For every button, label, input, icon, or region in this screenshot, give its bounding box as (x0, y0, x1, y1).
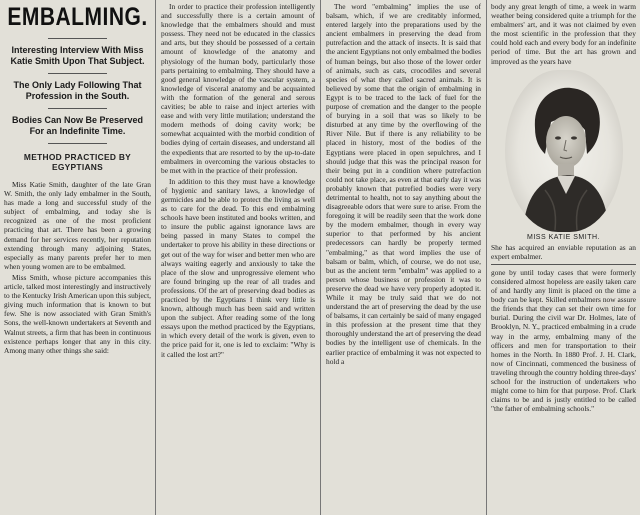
paragraph: In addition to this they must have a knowledge of hygienic and sanitary laws, a knowledge of germicides and be able to protect the living as well as to care for the dead. To this end embalming schools have been instituted and books written, and to insure the public against ignorance laws are being passed in many States to compel the undertaker to prove his ability in these directions or get out of the way for wiser and better men who are always waiting eagerly and anxiously to take the place of the slow and unprogressive element who are found bringing up the rear of all trades and professions. Of the art of preserving dead bodies as practiced by the Egyptians I think very little is known, although much has been said and written upon the subject. After reading some of the long essays upon the method practiced by the Egyptians, in which every detail of the work is given, even to the price paid for it, one is led to exclaim: "Why is it called the lost art?" (161, 176, 315, 359)
deck-2: The Only Lady Following That Profession in the South. (13, 80, 142, 101)
paragraph: body any great length of time, a week in warm weather being considered quite a triumph for the embalmers' art, and it was not claimed by even the most scientific in the profession that they could hold each and every body for an indefinite period of time. But the art has grown and improved as the years have (491, 2, 636, 66)
separator (48, 38, 107, 39)
deck-3: Bodies Can Now Be Preserved For an Indefinite Time. (11, 115, 144, 136)
portrait-image (505, 70, 623, 232)
subhead: METHOD PRACTICED BY EGYPTIANS (23, 152, 132, 172)
portrait-caption: MISS KATIE SMITH. (527, 233, 600, 241)
portrait-icon (505, 70, 623, 232)
column-1 (0, 0, 155, 515)
separator (48, 73, 107, 74)
column-3 (322, 0, 485, 515)
deck-1: Interesting Interview With Miss Katie Smith Upon That Subject. (10, 45, 145, 66)
column-rule (155, 0, 156, 515)
separator (48, 143, 107, 144)
column-rule (320, 0, 321, 515)
paragraph: In order to practice their profession intelligently and successfully there is a certain amount of knowledge that the embalmers should and must possess. They need not be educated in the classics and arts, but they should be possessed of a certain amount of knowledge of the anatomy and physiology of the human body, particularly those parts pertaining to embalming. They should have a good general knowledge of the vascular system, a knowledge of visceral anatomy and be acquainted with the formation of the general and serous cavities; be able to raise and inject arteries with ease and with very little mutilation; understand the modern methods of doing cavity work; be somewhat acquainted with the morbid condition of bodies dying of certain diseases, and understand all the expedients that are resorted to by the up-to-date embalmers in overcoming the various obstacles to be met with in the practice of their profession. (161, 2, 315, 175)
headline: EMBALMING. (7, 3, 148, 32)
paragraph: The word "embalming" implies the use of balsam, which, if we are creditably informed, entered largely into the preparations used by the ancient embalmers in preserving the dead from putrefaction and the attack of insects. It is said that the ancient Egyptians not only embalmed the bodies of human beings, but also those of the lower order of animals, such as cats, crocodiles and several species of what they called sacred animals. It is believed by some that the origin of embalming in Egypt is to be traced to the lack of fuel for the purpose of cremation and the danger to the people of burying in a soil that was so likely to be disturbed at any time by the overflowing of the River Nile. But if there is any reliability to be placed in history, most of the bodies of the Egyptians were placed in open sepulchres, and I should judge that this was the principal reason for their being put in a condition where putrefaction could not take place, as even at that early day it was probably known that putrefied bodies were very detrimental to health, not to say anything about the disagreeable odors that were sure to arise. From the foregoing it will be readily seen that the work done by the modern embalmer, though in every way superior to that performed by his ancient predecessors can hardly be properly termed "embalming," as that word implies the use of balsam or balm, which, of course, we do not use, but as the ancient term "embalm" was applied to a person whose business or profession it was to preserve the dead we have very properly adopted it. While it may be truly said that we do not understand the art of preserving the dead by the use of balsams, it can certainly be said of many engaged in this profession at the present time that they thoroughly understand the art of preserving the dead bodies by the intelligent use of chemicals. In the earlier practice of embalming it was not expected to hold a (326, 2, 481, 366)
paragraph: gone by until today cases that were formerly considered almost hopeless are easily taken care of and hardly any limit is placed on the time a body can be kept. Skilled embalmers now assure the friends that they can set their own time for burial. During the civil war Dr. Holmes, late of Brooklyn, N. Y., practiced embalming in a crude way in the army, embalming many of the officers and men for transportation to their homes in the North. In 1880 Prof. J. H. Clark, now of Cincinnati, commenced the business of traveling through the country holding three-days' school for the instruction of undertakers who might come to him for that purpose. Prof. Clark claims to be and is justly entitled to be called "the father of embalming schools." (491, 267, 636, 414)
separator (491, 264, 636, 265)
separator (48, 108, 107, 109)
column-4 (487, 0, 640, 515)
caption-subtext: She has acquired an enviable reputation as an expert embalmer. (491, 242, 636, 261)
column-2 (157, 0, 319, 515)
paragraph: Miss Smith, whose picture accompanies this article, talked most interestingly and instructively to the Kentucky Irish American upon this subject, giving much information that is known to but few. She is now associated with Gran Smith's Sons, the well-known undertakers at Seventh and Walnut streets, a firm that has been in continuous existence perhaps longer that any in this city. Among many other things she said: (4, 272, 151, 355)
paragraph: Miss Katie Smith, daughter of the late Gran W. Smith, the only lady embalmer in the South, has made a long and successful study of the subject of embalming, and today she is recognized as one of the most proficient practicing that art. There has been a growing demand for her services recently, her reputation extending through many adjoining States, especially as many parents prefer her to men when young women are to be embalmed. (4, 180, 151, 271)
